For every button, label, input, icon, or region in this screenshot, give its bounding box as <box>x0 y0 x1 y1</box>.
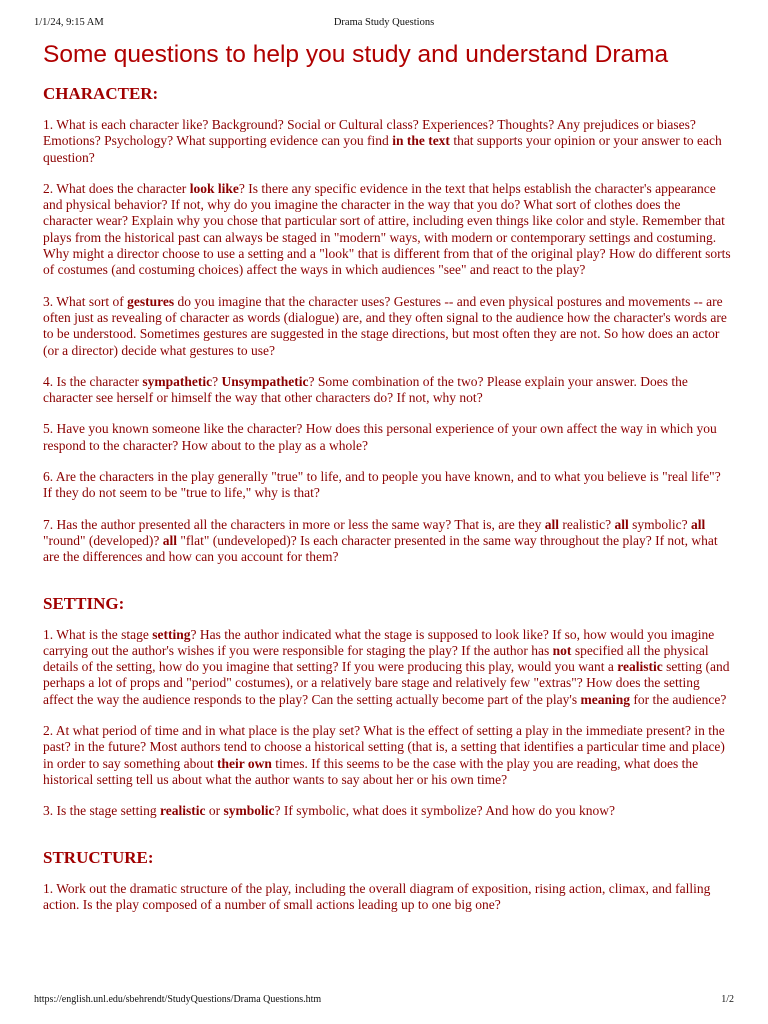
print-doc-title: Drama Study Questions <box>333 17 435 28</box>
question-text: 5. Have you known someone like the character? How does this personal experience of your own affect the way in which you respond to the character? How about to the play as a whole? <box>43 421 717 453</box>
question-text: 3. What sort of <box>43 293 128 309</box>
question-text: for the audience? <box>630 691 727 707</box>
question-paragraph <box>43 469 733 502</box>
question-text: 2. At what period of time and in what place is the play set? What is the effect of setting a play in the immediate present? in the past? in the future? Most authors tend to choose a historical setting (that is, a setting that identifies a particular time and place) in order to say something about <box>43 723 725 771</box>
question-paragraph <box>43 803 733 819</box>
question-text: 1. What is the stage <box>43 626 153 642</box>
question-text: ? Has the author indicated what the stage is supposed to look like? If so, how would you imagine carrying out the author's wishes if you were responsible for staging the play? If the author has <box>43 626 715 658</box>
question-text: realistic? <box>558 516 615 532</box>
emphasis-text: gestures <box>127 293 175 309</box>
question-paragraph <box>43 374 733 407</box>
question-text: 4. Is the character <box>43 373 143 389</box>
emphasis-text: in the text <box>392 133 450 149</box>
question-text: 1. What is each character like? Background? Social or Cultural class? Experiences? Thoughts? Any prejudices or biases? Emotions? Psychology? What supporting evidence can you find <box>43 117 696 149</box>
emphasis-text: not <box>552 642 572 658</box>
question-text: setting (and perhaps a lot of props and "period" costumes), or a relatively bare stage and relatively few "extras"? How does the setting affect the way the audience responds to the play? Can the setting actually become part of the play's <box>43 659 730 707</box>
question-paragraph <box>43 181 733 279</box>
question-paragraph <box>43 627 733 708</box>
question-text: or <box>205 803 224 819</box>
question-text: times. If this seems to be the case with the play you are reading, what does the historical setting tell us about what the author wants to say about her or his own time? <box>43 755 699 787</box>
section-character <box>43 84 733 566</box>
print-datetime: 1/1/24, 9:15 AM <box>34 17 104 28</box>
section-heading: CHARACTER: <box>43 84 159 103</box>
section-heading: STRUCTURE: <box>43 847 154 867</box>
section-spacer <box>43 835 733 848</box>
emphasis-text: realistic <box>159 803 206 819</box>
question-text: ? <box>212 373 222 389</box>
section-structure <box>43 848 733 914</box>
page-title: Some questions to help you study and understand Drama <box>43 41 669 68</box>
print-url: https://english.unl.edu/sbehrendt/StudyQuestions/Drama Questions.htm <box>34 994 322 1005</box>
emphasis-text: all <box>162 532 177 548</box>
question-text: "round" (developed)? <box>43 532 163 548</box>
emphasis-text: symbolic <box>223 803 275 819</box>
emphasis-text: sympathetic <box>142 373 213 389</box>
question-text: specified all the physical details of the setting, how do you imagine that setting? If you were producing this play, would you want a <box>43 642 709 675</box>
question-paragraph <box>43 723 733 788</box>
emphasis-text: realistic <box>617 659 663 675</box>
print-header <box>34 17 734 31</box>
section-heading: SETTING: <box>43 593 125 613</box>
question-text: 3. Is the stage setting <box>43 803 160 819</box>
question-text: symbolic? <box>628 516 691 532</box>
question-text: 1. Work out the dramatic structure of the play, including the overall diagram of exposition, rising action, climax, and falling action. Is the play composed of a number of small actions leading up to one big one? <box>43 880 711 912</box>
question-paragraph <box>43 517 733 566</box>
emphasis-text: all <box>614 516 629 532</box>
document-body <box>43 40 733 928</box>
print-page-number: 1/2 <box>721 994 734 1005</box>
emphasis-text: Unsympathetic <box>221 373 309 389</box>
emphasis-text: their own <box>216 755 272 771</box>
print-footer <box>34 994 734 1008</box>
question-text: 6. Are the characters in the play generally "true" to life, and to people you have known, and to what you believe is "real life"? If they do not seem to be "true to life," why is that? <box>43 469 721 501</box>
emphasis-text: meaning <box>580 691 631 707</box>
emphasis-text: all <box>544 516 559 532</box>
question-paragraph <box>43 421 733 454</box>
question-text: ? If symbolic, what does it symbolize? And how do you know? <box>274 803 615 819</box>
question-text: do you imagine that the character uses? Gestures -- and even physical postures and movements -- are often just as revealing of character as words (dialogue) are, and they often signal to the audience how the character's words are to be understood. Sometimes gestures are suggested in the stage directions, but most often they are not. So how does an actor (or a director) decide what gestures to use? <box>43 293 727 358</box>
question-paragraph <box>43 881 733 914</box>
question-text: ? Is there any specific evidence in the text that helps establish the character's appearance and physical behavior? If not, why do you imagine the character in the way that you do? What sort of clothes does the character wear? Explain why you chose that particular sort of attire, including even things like color and style. Remember that plays from the historical past can always be staged in "modern" ways, with modern or contemporary settings and costuming. Why might a director choose to use a setting and a "look" that is different from that of the original play? How do different sorts of costumes (and costuming choices) affect the ways in which audiences "see" and react to the play? <box>43 180 731 278</box>
emphasis-text: look like <box>189 180 239 196</box>
question-text: 7. Has the author presented all the characters in more or less the same way? That is, are they <box>43 516 545 532</box>
question-text: ? Some combination of the two? Please explain your answer. Does the character see herself or himself the way that other characters do? If not, why not? <box>43 373 688 406</box>
section-setting <box>43 594 733 820</box>
question-text: 2. What does the character <box>43 180 190 196</box>
emphasis-text: all <box>690 516 706 532</box>
question-text: that supports your opinion or your answer to each question? <box>43 133 722 165</box>
question-paragraph <box>43 117 733 166</box>
section-spacer <box>43 581 733 594</box>
question-paragraph <box>43 294 733 359</box>
question-text: "flat" (undeveloped)? Is each character presented in the same way throughout the play? If not, what are the differences and how can you account for them? <box>43 532 718 565</box>
emphasis-text: setting <box>152 626 191 642</box>
